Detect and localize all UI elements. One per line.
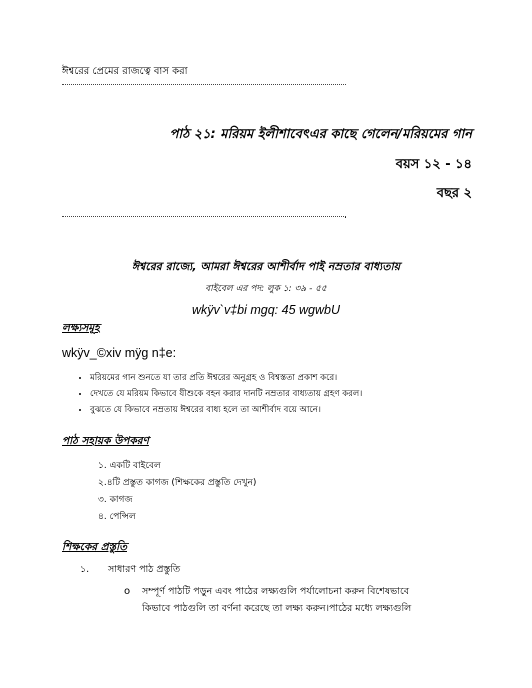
list-item: ৩. কাগজ [98, 495, 133, 505]
age-range: বয়স ১২ - ১৪ [395, 157, 472, 172]
lesson-theme: ঈশ্বরের রাজ্যে, আমরা ঈশ্বরের আশীর্বাদ পাই নম্রতার বাধ্যতায় [131, 260, 401, 273]
course-year: বছর ২ [436, 186, 472, 201]
dotted-separator [62, 84, 346, 85]
objectives-heading: লক্ষ্যসমূহ [62, 322, 100, 334]
preparation-heading: শিক্ষকের প্রস্তুতি [62, 541, 127, 553]
list-item: • দেখতে যে মরিয়ম কিভাবে যীশুকে বহন করার দানটি নম্রতার বাধ্যতায় গ্রহণ করল। [90, 386, 362, 402]
lesson-title: পাঠ ২১: মরিয়ম ইলীশাবেৎএর কাছে গেলেন/মরিয়মের গান [169, 127, 472, 142]
list-item: ৪. পেন্সিল [98, 512, 136, 522]
list-item: ২.৪টি প্রস্তুত কাগজ (শিক্ষকের প্রস্তুতি দেখুন) [98, 478, 257, 488]
materials-list [98, 458, 256, 526]
document-header: ঈশ্বরের প্রেমের রাজত্বে বাস করা [62, 66, 188, 77]
objectives-intro: wkÿv_©xiv mÿg n‡e: [62, 346, 177, 360]
circle-bullet-icon: o [124, 586, 131, 597]
list-item: • মরিয়মের গান শুনতে যা তার প্রতি ঈশ্বরের অনুগ্রহ ও বিশ্বস্ততা প্রকাশ করে। [90, 370, 362, 386]
preparation-detail-line: সম্পূর্ণ পাঠটি পড়ুন এবং পাঠের লক্ষ্যগুলি পর্যালোচনা করুন বিশেষভাবে [142, 586, 410, 597]
bible-passage: বাইবেল এর পদ: লুক ১: ৩৯ - ৫৫ [205, 284, 327, 294]
preparation-item: সাধারণ পাঠ প্রস্তুতি [108, 564, 181, 575]
dotted-separator [62, 216, 346, 217]
separator-end-mark: . [344, 211, 347, 221]
list-item: • বুঝতে যে কিভাবে নম্রতায় ঈশ্বরের বাধ্য হলে তা আশীর্বাদ বয়ে আনে। [90, 402, 362, 418]
objectives-list [62, 370, 362, 418]
list-item: ১. একটি বাইবেল [98, 461, 161, 471]
preparation-detail-line: কিভাবে পাঠগুলি তা বর্ণনা করেছে তা লক্ষ্য করুন।পাঠের মধ্যে লক্ষ্যগুলি [142, 603, 412, 614]
memory-verse: wkÿv`v‡bi mgq: 45 wgwbU [192, 303, 340, 317]
preparation-number: ১. [80, 564, 90, 575]
materials-heading: পাঠ সহায়ক উপকরণ [62, 435, 149, 447]
